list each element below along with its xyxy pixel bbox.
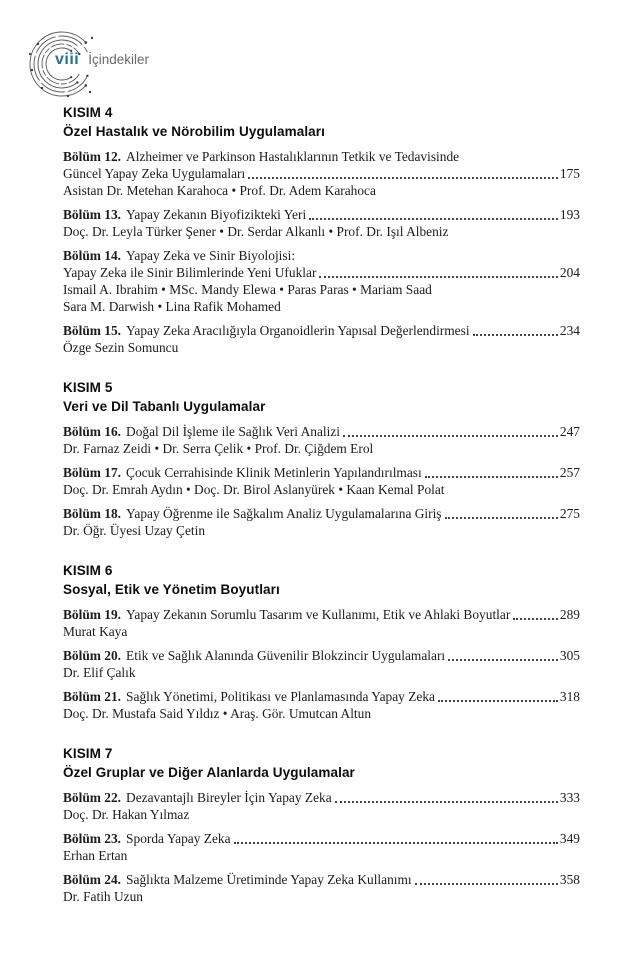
- dot-leader: [473, 334, 558, 336]
- chapter-page-number: 234: [559, 323, 580, 338]
- toc-chapter: [63, 464, 580, 498]
- chapter-label: Bölüm 24.: [63, 872, 122, 887]
- chapter-page-number: 175: [559, 166, 580, 181]
- chapter-label: Bölüm 22.: [63, 790, 122, 805]
- toc-chapter: [63, 206, 580, 240]
- chapter-dotted-line: [63, 688, 580, 705]
- dot-leader: [513, 618, 558, 620]
- running-header: [55, 51, 149, 69]
- section-kisim-label: KISIM 4: [63, 105, 113, 120]
- chapter-title-text: Alzheimer ve Parkinson Hastalıklarının Tetkik ve Tedavisinde: [126, 149, 460, 164]
- chapter-dotted-line: [63, 871, 580, 888]
- dot-leader: [445, 517, 558, 519]
- section-heading: [63, 561, 580, 599]
- chapter-title-text: Sağlıkta Malzeme Üretiminde Yapay Zeka Kullanımı: [126, 872, 412, 887]
- dot-leader: [343, 435, 558, 437]
- chapter-page-number: 247: [559, 424, 580, 439]
- chapter-author-line: Erhan Ertan: [63, 848, 128, 863]
- section-heading: [63, 744, 580, 782]
- chapter-page-number: 358: [559, 872, 580, 887]
- dot-leader: [319, 276, 558, 278]
- chapter-title-text: Güncel Yapay Zeka Uygulamaları: [63, 166, 246, 181]
- chapter-dotted-line: [63, 606, 580, 623]
- chapter-dotted-line: [63, 464, 580, 481]
- section-title: Özel Gruplar ve Diğer Alanlarda Uygulamalar: [63, 765, 355, 780]
- dot-leader: [415, 883, 558, 885]
- chapter-author-line: Dr. Elif Çalık: [63, 665, 136, 680]
- chapter-author-line: Ismail A. Ibrahim • MSc. Mandy Elewa • Paras Paras • Mariam Saad: [63, 282, 432, 297]
- chapter-dotted-line: [63, 165, 580, 182]
- dot-leader: [438, 700, 558, 702]
- chapter-page-number: 305: [559, 648, 580, 663]
- section-title: Sosyal, Etik ve Yönetim Boyutları: [63, 582, 280, 597]
- chapter-label: Bölüm 15.: [63, 323, 122, 338]
- chapter-title-text: Yapay Öğrenme ile Sağkalım Analiz Uygulamalarına Giriş: [126, 506, 442, 521]
- section-title: Özel Hastalık ve Nörobilim Uygulamaları: [63, 124, 325, 139]
- toc-section: [63, 561, 580, 722]
- section-title: Veri ve Dil Tabanlı Uygulamalar: [63, 399, 266, 414]
- chapter-title-text: Dezavantajlı Bireyler İçin Yapay Zeka: [126, 790, 332, 805]
- chapter-dotted-line: [63, 789, 580, 806]
- chapter-label: Bölüm 20.: [63, 648, 122, 663]
- chapter-label: Bölüm 18.: [63, 506, 122, 521]
- chapter-label: Bölüm 16.: [63, 424, 122, 439]
- chapter-label: Bölüm 14.: [63, 248, 122, 263]
- toc-section: [63, 744, 580, 905]
- chapter-author-line: Dr. Farnaz Zeidi • Dr. Serra Çelik • Prof. Dr. Çiğdem Erol: [63, 441, 374, 456]
- dot-leader: [234, 842, 558, 844]
- chapter-author-line: Dr. Öğr. Üyesi Uzay Çetin: [63, 523, 206, 538]
- toc-section: [63, 378, 580, 539]
- toc-chapter: [63, 830, 580, 864]
- chapter-title-start-line: [63, 247, 580, 264]
- chapter-dotted-line: [63, 264, 580, 281]
- chapter-page-number: 275: [559, 506, 580, 521]
- section-heading: [63, 378, 580, 416]
- dot-leader: [335, 801, 558, 803]
- dot-leader: [248, 177, 558, 179]
- chapter-author-line: Özge Sezin Somuncu: [63, 340, 179, 355]
- chapter-page-number: 257: [559, 465, 580, 480]
- running-header-title: İçindekiler: [88, 52, 150, 67]
- toc-chapter: [63, 423, 580, 457]
- chapter-title-text: Etik ve Sağlık Alanında Güvenilir Blokzincir Uygulamaları: [126, 648, 446, 663]
- chapter-label: Bölüm 23.: [63, 831, 122, 846]
- chapter-title-text: Yapay Zeka ile Sinir Bilimlerinde Yeni Ufuklar: [63, 265, 317, 280]
- chapter-dotted-line: [63, 647, 580, 664]
- toc-chapter: [63, 322, 580, 356]
- chapter-dotted-line: [63, 423, 580, 440]
- chapter-page-number: 349: [559, 831, 580, 846]
- chapter-title-text: Sporda Yapay Zeka: [126, 831, 231, 846]
- toc-chapter: [63, 871, 580, 905]
- toc-chapter: [63, 688, 580, 722]
- dot-leader: [448, 659, 558, 661]
- toc-chapter: [63, 148, 580, 199]
- section-kisim-label: KISIM 5: [63, 380, 113, 395]
- chapter-author-line: Sara M. Darwish • Lina Rafik Mohamed: [63, 299, 281, 314]
- chapter-dotted-line: [63, 830, 580, 847]
- toc-chapter: [63, 647, 580, 681]
- chapter-page-number: 204: [559, 265, 580, 280]
- chapter-author-line: Asistan Dr. Metehan Karahoca • Prof. Dr. Adem Karahoca: [63, 183, 376, 198]
- chapter-title-start-line: [63, 148, 580, 165]
- chapter-title-text: Yapay Zeka Aracılığıyla Organoidlerin Yapısal Değerlendirmesi: [126, 323, 470, 338]
- section-kisim-label: KISIM 6: [63, 563, 113, 578]
- chapter-title-text: Yapay Zekanın Biyofizikteki Yeri: [126, 207, 307, 222]
- toc-chapter: [63, 606, 580, 640]
- chapter-author-line: Doç. Dr. Leyla Türker Şener • Dr. Serdar Alkanlı • Prof. Dr. Işıl Albeniz: [63, 224, 449, 239]
- chapter-page-number: 318: [559, 689, 580, 704]
- chapter-label: Bölüm 13.: [63, 207, 122, 222]
- chapter-title-text: Doğal Dil İşleme ile Sağlık Veri Analizi: [126, 424, 341, 439]
- dot-leader: [425, 476, 558, 478]
- chapter-dotted-line: [63, 322, 580, 339]
- chapter-author-line: Murat Kaya: [63, 624, 128, 639]
- chapter-dotted-line: [63, 206, 580, 223]
- chapter-author-line: Dr. Fatih Uzun: [63, 889, 143, 904]
- chapter-dotted-line: [63, 505, 580, 522]
- chapter-author-line: Doç. Dr. Hakan Yılmaz: [63, 807, 190, 822]
- chapter-title-text: Sağlık Yönetimi, Politikası ve Planlamasında Yapay Zeka: [126, 689, 435, 704]
- toc-section: [63, 103, 580, 356]
- section-heading: [63, 103, 580, 141]
- chapter-page-number: 289: [559, 607, 580, 622]
- toc-chapter: [63, 505, 580, 539]
- chapter-title-text: Yapay Zeka ve Sinir Biyolojisi:: [126, 248, 296, 263]
- chapter-label: Bölüm 12.: [63, 149, 122, 164]
- chapter-page-number: 193: [559, 207, 580, 222]
- chapter-label: Bölüm 21.: [63, 689, 122, 704]
- chapter-title-text: Yapay Zekanın Sorumlu Tasarım ve Kullanımı, Etik ve Ahlaki Boyutlar: [126, 607, 511, 622]
- chapter-label: Bölüm 19.: [63, 607, 122, 622]
- chapter-author-line: Doç. Dr. Mustafa Said Yıldız • Araş. Gör. Umutcan Altun: [63, 706, 372, 721]
- section-kisim-label: KISIM 7: [63, 746, 113, 761]
- toc-content: [63, 98, 580, 905]
- toc-chapter: [63, 789, 580, 823]
- chapter-label: Bölüm 17.: [63, 465, 122, 480]
- folio-page-number: viii: [55, 51, 80, 68]
- chapter-page-number: 333: [559, 790, 580, 805]
- dot-leader: [309, 218, 558, 220]
- toc-chapter: [63, 247, 580, 315]
- chapter-title-text: Çocuk Cerrahisinde Klinik Metinlerin Yapılandırılması: [126, 465, 422, 480]
- page-header: [0, 0, 643, 98]
- chapter-author-line: Doç. Dr. Emrah Aydın • Doç. Dr. Birol Aslanyürek • Kaan Kemal Polat: [63, 482, 445, 497]
